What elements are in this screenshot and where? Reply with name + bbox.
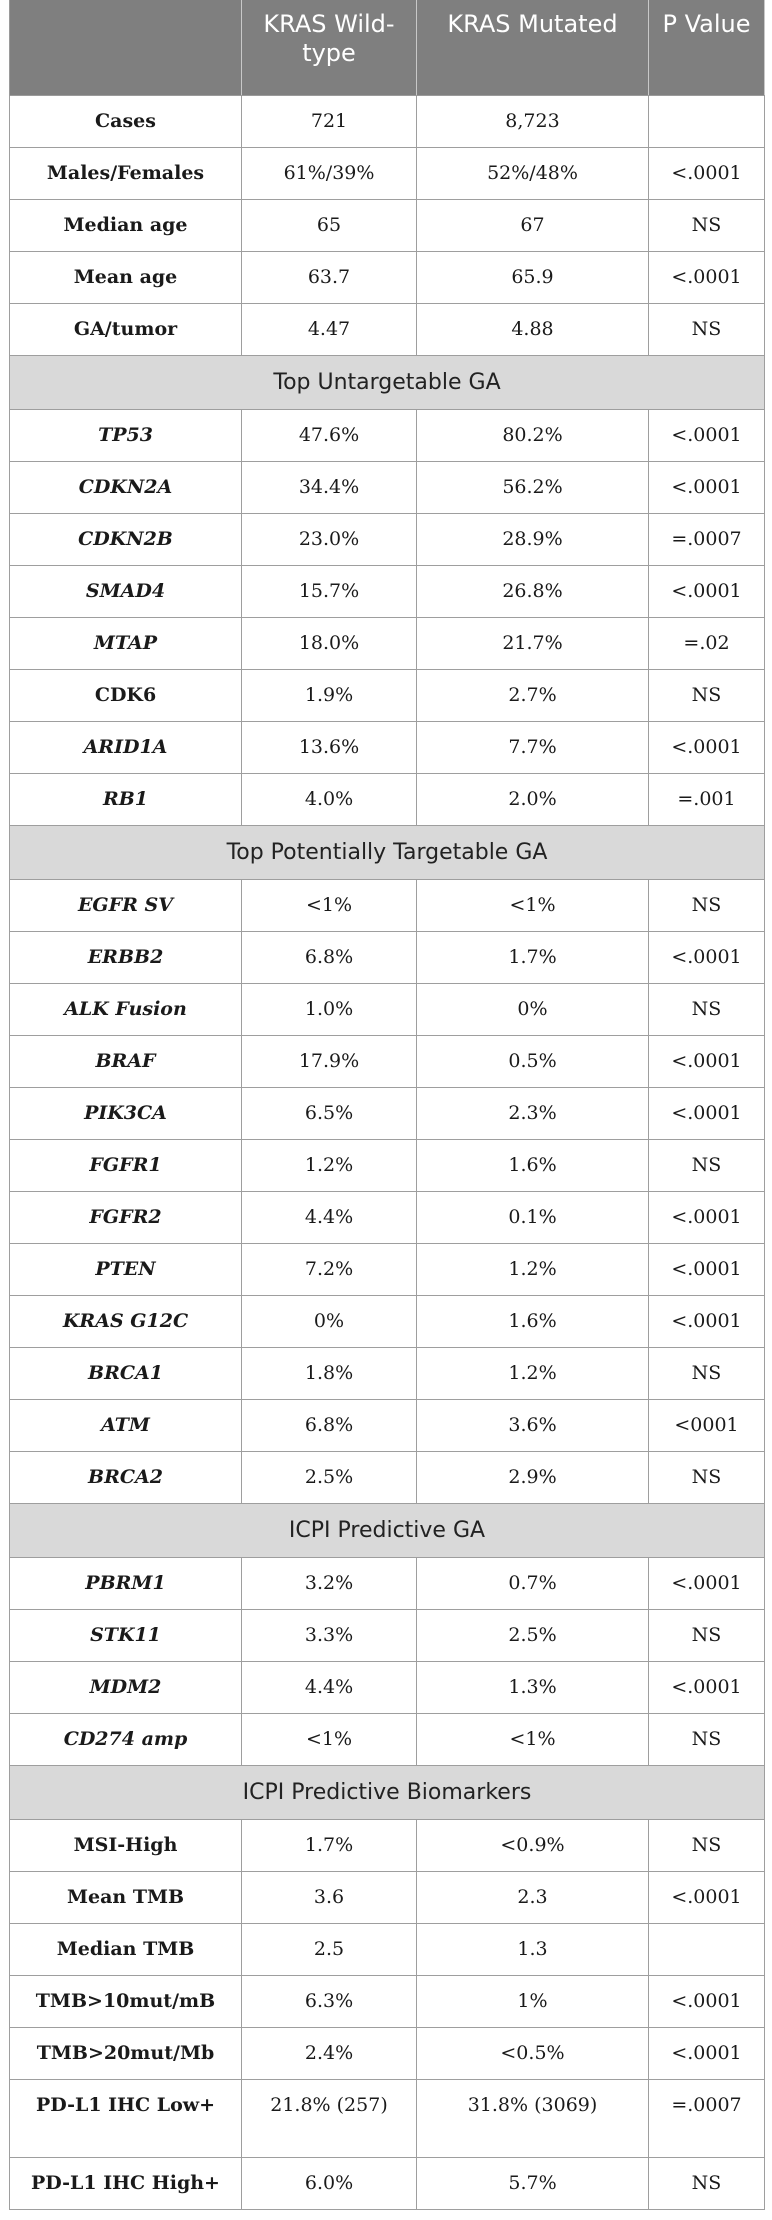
mutated-value: 52%/48% [417, 147, 649, 199]
row-label: BRAF [10, 1035, 242, 1087]
wild-type-value: 15.7% [242, 565, 417, 617]
mutated-value: 1.2% [417, 1243, 649, 1295]
wild-type-value: 6.0% [242, 2157, 417, 2209]
wild-type-value: 3.2% [242, 1557, 417, 1609]
table-row [10, 1557, 765, 1609]
mutated-value: <1% [417, 1713, 649, 1765]
row-label: TMB>20mut/Mb [10, 2027, 242, 2079]
table-row [10, 1713, 765, 1765]
mutated-value: 0.7% [417, 1557, 649, 1609]
table-row [10, 147, 765, 199]
table-row [10, 409, 765, 461]
p-value: <.0001 [649, 1871, 765, 1923]
wild-type-value: 1.8% [242, 1347, 417, 1399]
mutated-value: 26.8% [417, 565, 649, 617]
table-row [10, 1243, 765, 1295]
p-value: NS [649, 2157, 765, 2209]
p-value: <.0001 [649, 721, 765, 773]
p-value: <.0001 [649, 931, 765, 983]
section-header-label: Top Potentially Targetable GA [10, 825, 765, 879]
mutated-value: 2.0% [417, 773, 649, 825]
p-value: <.0001 [649, 147, 765, 199]
p-value: NS [649, 1451, 765, 1503]
mutated-value: 2.9% [417, 1451, 649, 1503]
table-row [10, 303, 765, 355]
row-label: PD-L1 IHC High+ [10, 2157, 242, 2209]
wild-type-value: <1% [242, 879, 417, 931]
mutated-value: 2.3% [417, 1087, 649, 1139]
section-header-label: Top Untargetable GA [10, 355, 765, 409]
mutated-value: <0.5% [417, 2027, 649, 2079]
row-label: Cases [10, 95, 242, 147]
wild-type-value: 6.3% [242, 1975, 417, 2027]
table-row [10, 1191, 765, 1243]
wild-type-value: 1.2% [242, 1139, 417, 1191]
kras-comparison-table-container [9, 0, 764, 2210]
table-row [10, 1451, 765, 1503]
section-header-row [10, 355, 765, 409]
row-label: CDK6 [10, 669, 242, 721]
table-row [10, 1609, 765, 1661]
wild-type-value: 2.5 [242, 1923, 417, 1975]
row-label: Median age [10, 199, 242, 251]
p-value: NS [649, 303, 765, 355]
wild-type-value: 6.8% [242, 1399, 417, 1451]
p-value: <.0001 [649, 1191, 765, 1243]
wild-type-value: 61%/39% [242, 147, 417, 199]
table-body [10, 95, 765, 2209]
table-row [10, 1295, 765, 1347]
mutated-value: 67 [417, 199, 649, 251]
p-value: NS [649, 1609, 765, 1661]
row-label: ATM [10, 1399, 242, 1451]
p-value: <.0001 [649, 1557, 765, 1609]
section-header-label: ICPI Predictive Biomarkers [10, 1765, 765, 1819]
p-value: <.0001 [649, 461, 765, 513]
mutated-value: 28.9% [417, 513, 649, 565]
row-label: PBRM1 [10, 1557, 242, 1609]
wild-type-value: 4.4% [242, 1661, 417, 1713]
row-label: Males/Females [10, 147, 242, 199]
table-row [10, 461, 765, 513]
row-label: Mean age [10, 251, 242, 303]
row-label: ERBB2 [10, 931, 242, 983]
p-value: <.0001 [649, 565, 765, 617]
header-p-value: P Value [649, 0, 765, 95]
row-label: PIK3CA [10, 1087, 242, 1139]
p-value [649, 95, 765, 147]
p-value: <.0001 [649, 2027, 765, 2079]
table-row [10, 721, 765, 773]
p-value: =.02 [649, 617, 765, 669]
mutated-value: <1% [417, 879, 649, 931]
wild-type-value: 2.4% [242, 2027, 417, 2079]
row-label: ALK Fusion [10, 983, 242, 1035]
p-value: <.0001 [649, 1087, 765, 1139]
wild-type-value: 2.5% [242, 1451, 417, 1503]
mutated-value: 3.6% [417, 1399, 649, 1451]
wild-type-value: 34.4% [242, 461, 417, 513]
row-label: KRAS G12C [10, 1295, 242, 1347]
p-value: <.0001 [649, 1295, 765, 1347]
table-row [10, 1347, 765, 1399]
wild-type-value: 4.0% [242, 773, 417, 825]
row-label: MTAP [10, 617, 242, 669]
table-row [10, 773, 765, 825]
p-value: =.0007 [649, 2079, 765, 2157]
mutated-value: <0.9% [417, 1819, 649, 1871]
wild-type-value: 18.0% [242, 617, 417, 669]
wild-type-value: 6.8% [242, 931, 417, 983]
table-row [10, 617, 765, 669]
mutated-value: 31.8% (3069) [417, 2079, 649, 2157]
section-header-label: ICPI Predictive GA [10, 1503, 765, 1557]
mutated-value: 1% [417, 1975, 649, 2027]
mutated-value: 4.88 [417, 303, 649, 355]
mutated-value: 0.5% [417, 1035, 649, 1087]
wild-type-value: 3.6 [242, 1871, 417, 1923]
mutated-value: 21.7% [417, 617, 649, 669]
row-label: GA/tumor [10, 303, 242, 355]
wild-type-value: 1.7% [242, 1819, 417, 1871]
row-label: FGFR2 [10, 1191, 242, 1243]
p-value: <.0001 [649, 1035, 765, 1087]
p-value: NS [649, 669, 765, 721]
row-label: FGFR1 [10, 1139, 242, 1191]
row-label: Mean TMB [10, 1871, 242, 1923]
wild-type-value: 65 [242, 199, 417, 251]
table-row [10, 1923, 765, 1975]
wild-type-value: 23.0% [242, 513, 417, 565]
table-row [10, 1139, 765, 1191]
row-label: SMAD4 [10, 565, 242, 617]
p-value: <.0001 [649, 409, 765, 461]
p-value: NS [649, 879, 765, 931]
wild-type-value: 7.2% [242, 1243, 417, 1295]
p-value [649, 1923, 765, 1975]
table-row [10, 931, 765, 983]
p-value: NS [649, 1713, 765, 1765]
row-label: Median TMB [10, 1923, 242, 1975]
table-header [10, 0, 765, 95]
row-label: EGFR SV [10, 879, 242, 931]
row-label: STK11 [10, 1609, 242, 1661]
mutated-value: 80.2% [417, 409, 649, 461]
table-row [10, 2027, 765, 2079]
mutated-value: 65.9 [417, 251, 649, 303]
table-row [10, 2079, 765, 2157]
row-label: ARID1A [10, 721, 242, 773]
row-label: PTEN [10, 1243, 242, 1295]
wild-type-value: 21.8% (257) [242, 2079, 417, 2157]
p-value: <.0001 [649, 1243, 765, 1295]
mutated-value: 0.1% [417, 1191, 649, 1243]
wild-type-value: 6.5% [242, 1087, 417, 1139]
row-label: CDKN2B [10, 513, 242, 565]
wild-type-value: 0% [242, 1295, 417, 1347]
p-value: NS [649, 1139, 765, 1191]
p-value: <0001 [649, 1399, 765, 1451]
row-label: MSI-High [10, 1819, 242, 1871]
wild-type-value: 1.9% [242, 669, 417, 721]
p-value: <.0001 [649, 1661, 765, 1713]
p-value: <.0001 [649, 251, 765, 303]
table-row [10, 669, 765, 721]
mutated-value: 56.2% [417, 461, 649, 513]
wild-type-value: 63.7 [242, 251, 417, 303]
table-row [10, 1871, 765, 1923]
wild-type-value: 721 [242, 95, 417, 147]
mutated-value: 0% [417, 983, 649, 1035]
p-value: NS [649, 1819, 765, 1871]
wild-type-value: 1.0% [242, 983, 417, 1035]
table-row [10, 95, 765, 147]
mutated-value: 2.7% [417, 669, 649, 721]
p-value: <.0001 [649, 1975, 765, 2027]
table-row [10, 1035, 765, 1087]
row-label: CD274 amp [10, 1713, 242, 1765]
header-kras-wild-type: KRAS Wild-type [242, 0, 417, 95]
mutated-value: 1.6% [417, 1139, 649, 1191]
mutated-value: 8,723 [417, 95, 649, 147]
mutated-value: 1.3 [417, 1923, 649, 1975]
section-header-row [10, 825, 765, 879]
table-row [10, 1399, 765, 1451]
header-kras-mutated: KRAS Mutated [417, 0, 649, 95]
row-label: BRCA1 [10, 1347, 242, 1399]
mutated-value: 7.7% [417, 721, 649, 773]
row-label: RB1 [10, 773, 242, 825]
table-row [10, 199, 765, 251]
table-row [10, 1661, 765, 1713]
wild-type-value: 4.4% [242, 1191, 417, 1243]
header-blank-cell [10, 0, 242, 95]
header-row [10, 0, 765, 95]
wild-type-value: <1% [242, 1713, 417, 1765]
row-label: PD-L1 IHC Low+ [10, 2079, 242, 2157]
kras-comparison-table [9, 0, 765, 2210]
row-label: TMB>10mut/mB [10, 1975, 242, 2027]
mutated-value: 1.7% [417, 931, 649, 983]
wild-type-value: 4.47 [242, 303, 417, 355]
table-row [10, 983, 765, 1035]
section-header-row [10, 1765, 765, 1819]
table-row [10, 1975, 765, 2027]
p-value: =.001 [649, 773, 765, 825]
mutated-value: 5.7% [417, 2157, 649, 2209]
row-label: MDM2 [10, 1661, 242, 1713]
table-row [10, 879, 765, 931]
section-header-row [10, 1503, 765, 1557]
table-row [10, 565, 765, 617]
wild-type-value: 13.6% [242, 721, 417, 773]
mutated-value: 1.3% [417, 1661, 649, 1713]
mutated-value: 2.3 [417, 1871, 649, 1923]
p-value: NS [649, 1347, 765, 1399]
wild-type-value: 17.9% [242, 1035, 417, 1087]
mutated-value: 1.2% [417, 1347, 649, 1399]
table-row [10, 251, 765, 303]
p-value: NS [649, 199, 765, 251]
p-value: NS [649, 983, 765, 1035]
wild-type-value: 3.3% [242, 1609, 417, 1661]
table-row [10, 513, 765, 565]
p-value: =.0007 [649, 513, 765, 565]
mutated-value: 2.5% [417, 1609, 649, 1661]
row-label: TP53 [10, 409, 242, 461]
table-row [10, 1819, 765, 1871]
wild-type-value: 47.6% [242, 409, 417, 461]
row-label: BRCA2 [10, 1451, 242, 1503]
table-row [10, 2157, 765, 2209]
mutated-value: 1.6% [417, 1295, 649, 1347]
row-label: CDKN2A [10, 461, 242, 513]
table-row [10, 1087, 765, 1139]
